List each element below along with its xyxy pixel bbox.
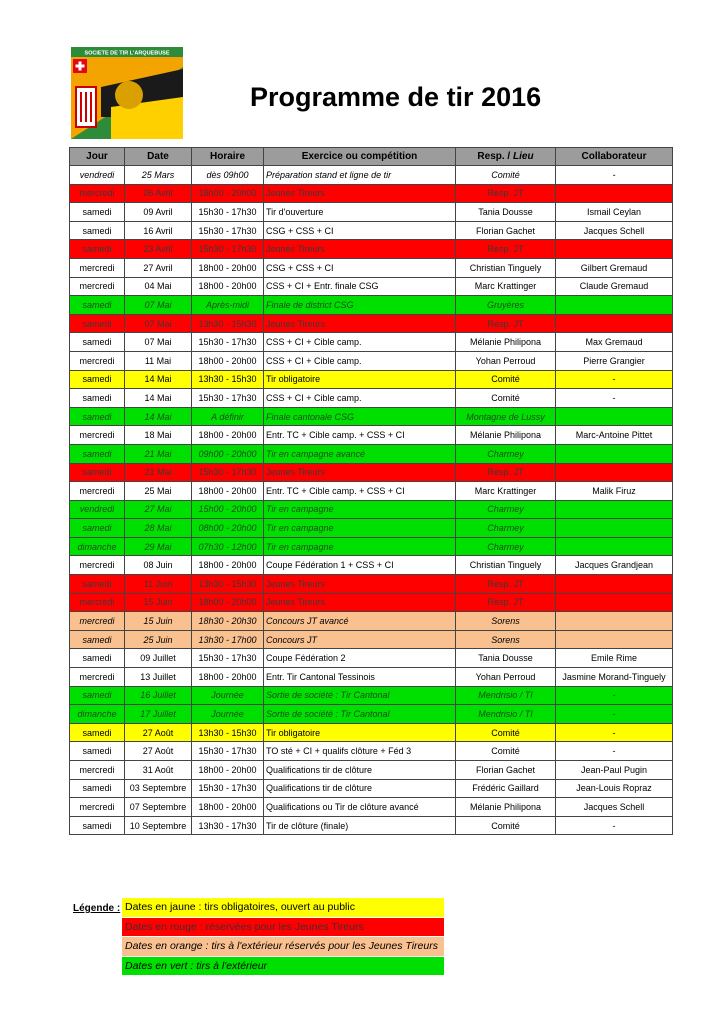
cell-exercice: Concours JT [264, 630, 456, 649]
cell-collaborateur: Jasmine Morand-Tinguely [556, 668, 673, 687]
cell-date: 18 Mai [125, 426, 192, 445]
cell-jour: samedi [70, 686, 125, 705]
table-row [70, 389, 673, 408]
cell-resp-lieu: Comité [456, 166, 556, 185]
table-row [70, 482, 673, 501]
legend-item [122, 956, 445, 976]
table-row [70, 686, 673, 705]
cell-jour: samedi [70, 221, 125, 240]
cell-resp-lieu: Comité [456, 389, 556, 408]
table-row [70, 798, 673, 817]
cell-horaire: 13h30 - 17h00 [192, 630, 264, 649]
cell-date: 07 Septembre [125, 798, 192, 817]
cell-exercice: Concours JT avancé [264, 612, 456, 631]
cell-date: 11 Mai [125, 351, 192, 370]
cell-horaire: 18h00 - 20h00 [192, 277, 264, 296]
cell-horaire: 13h30 - 15h30 [192, 370, 264, 389]
cell-jour: samedi [70, 296, 125, 315]
cell-collaborateur: - [556, 705, 673, 724]
cell-horaire: 15h30 - 17h30 [192, 240, 264, 259]
cell-date: 15 Juin [125, 593, 192, 612]
cell-date: 06 Avril [125, 184, 192, 203]
cell-collaborateur: - [556, 686, 673, 705]
table-row [70, 370, 673, 389]
cell-horaire: 18h00 - 20h00 [192, 482, 264, 501]
table-row [70, 258, 673, 277]
table-row [70, 668, 673, 687]
cell-resp-lieu: Resp. JT [456, 314, 556, 333]
cell-horaire: 15h30 - 17h30 [192, 221, 264, 240]
cell-resp-lieu: Charmey [456, 519, 556, 538]
cell-resp-lieu: Resp. JT [456, 593, 556, 612]
cell-collaborateur [556, 184, 673, 203]
cell-resp-lieu: Marc Krattinger [456, 482, 556, 501]
cell-exercice: Entr. TC + Cible camp. + CSS + CI [264, 482, 456, 501]
cell-date: 08 Juin [125, 556, 192, 575]
cell-horaire: 15h30 - 17h30 [192, 463, 264, 482]
cell-resp-lieu: Mélanie Philipona [456, 333, 556, 352]
table-row [70, 426, 673, 445]
table-row [70, 779, 673, 798]
cell-date: 14 Mai [125, 407, 192, 426]
col-resp-lieu [456, 148, 556, 166]
cell-resp-lieu: Marc Krattinger [456, 277, 556, 296]
cell-collaborateur [556, 519, 673, 538]
cell-collaborateur: Ismail Ceylan [556, 203, 673, 222]
col-horaire: Horaire [192, 148, 264, 166]
cell-exercice: Finale cantonale CSG [264, 407, 456, 426]
cell-horaire: 13h30 - 15h30 [192, 575, 264, 594]
cell-resp-lieu: Sorens [456, 630, 556, 649]
cell-collaborateur: - [556, 723, 673, 742]
table-row [70, 723, 673, 742]
cell-exercice: Entr. TC + Cible camp. + CSS + CI [264, 426, 456, 445]
cell-date: 28 Mai [125, 519, 192, 538]
cell-exercice: Jeunes Tireurs [264, 593, 456, 612]
cell-jour: mercredi [70, 184, 125, 203]
legend-label: Légende : [73, 903, 121, 914]
cell-horaire: Journée [192, 686, 264, 705]
cell-jour: samedi [70, 816, 125, 835]
legend-text: Dates en rouge : réservées pour les Jeunes Tireurs [122, 917, 445, 937]
cell-resp-lieu: Yohan Perroud [456, 351, 556, 370]
cell-date: 13 Juillet [125, 668, 192, 687]
club-logo [71, 47, 183, 139]
cell-exercice: Tir obligatoire [264, 370, 456, 389]
table-row [70, 407, 673, 426]
cell-date: 07 Mai [125, 333, 192, 352]
cell-collaborateur: Jacques Schell [556, 221, 673, 240]
cell-resp-lieu: Tania Dousse [456, 649, 556, 668]
cell-horaire: 18h00 - 20h00 [192, 184, 264, 203]
cell-exercice: CSS + CI + Cible camp. [264, 351, 456, 370]
cell-jour: mercredi [70, 277, 125, 296]
col-date: Date [125, 148, 192, 166]
cell-resp-lieu: Tania Dousse [456, 203, 556, 222]
cell-resp-lieu: Frédéric Gaillard [456, 779, 556, 798]
cell-collaborateur: Jean-Paul Pugin [556, 761, 673, 780]
table-row [70, 519, 673, 538]
cell-resp-lieu: Charmey [456, 500, 556, 519]
cell-date: 25 Mai [125, 482, 192, 501]
cell-jour: samedi [70, 240, 125, 259]
cell-jour: samedi [70, 723, 125, 742]
cell-collaborateur: Malik Firuz [556, 482, 673, 501]
cell-resp-lieu: Comité [456, 742, 556, 761]
cell-resp-lieu: Mélanie Philipona [456, 798, 556, 817]
cell-collaborateur [556, 500, 673, 519]
cell-collaborateur: Claude Gremaud [556, 277, 673, 296]
cell-collaborateur: Marc-Antoine Pittet [556, 426, 673, 445]
cell-horaire: 15h30 - 17h30 [192, 779, 264, 798]
col-collaborateur: Collaborateur [556, 148, 673, 166]
cell-date: 21 Mai [125, 444, 192, 463]
cell-horaire: 15h30 - 17h30 [192, 742, 264, 761]
cell-collaborateur [556, 444, 673, 463]
cell-jour: samedi [70, 389, 125, 408]
cell-exercice: Sortie de société : Tir Cantonal [264, 705, 456, 724]
cell-date: 25 Mars [125, 166, 192, 185]
table-row [70, 166, 673, 185]
cell-date: 27 Mai [125, 500, 192, 519]
cell-jour: mercredi [70, 798, 125, 817]
cell-resp-lieu: Resp. JT [456, 463, 556, 482]
cell-horaire: 18h00 - 20h00 [192, 556, 264, 575]
table-row [70, 296, 673, 315]
cell-horaire: Après-midi [192, 296, 264, 315]
cell-horaire: 15h30 - 17h30 [192, 203, 264, 222]
cell-jour: mercredi [70, 761, 125, 780]
cell-collaborateur [556, 575, 673, 594]
table-row [70, 630, 673, 649]
cell-date: 07 Mai [125, 296, 192, 315]
table-row [70, 463, 673, 482]
cell-jour: samedi [70, 444, 125, 463]
cell-collaborateur: Jacques Grandjean [556, 556, 673, 575]
cell-horaire: 13h30 - 17h30 [192, 816, 264, 835]
cell-exercice: Jeunes Tireurs [264, 240, 456, 259]
cell-date: 23 Avril [125, 240, 192, 259]
cell-collaborateur: Jacques Schell [556, 798, 673, 817]
cell-jour: mercredi [70, 351, 125, 370]
cell-exercice: Jeunes Tireurs [264, 314, 456, 333]
cell-horaire: 18h00 - 20h00 [192, 798, 264, 817]
cell-date: 07 Mai [125, 314, 192, 333]
cell-jour: samedi [70, 742, 125, 761]
cell-exercice: Tir en campagne [264, 500, 456, 519]
cell-collaborateur: Jean-Louis Ropraz [556, 779, 673, 798]
cell-resp-lieu: Christian Tinguely [456, 556, 556, 575]
cell-collaborateur: Emile Rime [556, 649, 673, 668]
cell-resp-lieu: Charmey [456, 444, 556, 463]
cell-date: 27 Avril [125, 258, 192, 277]
cell-collaborateur [556, 630, 673, 649]
cell-exercice: Coupe Fédération 1 + CSS + CI [264, 556, 456, 575]
legend-item [122, 917, 445, 937]
table-row [70, 612, 673, 631]
cell-exercice: TO sté + CI + qualifs clôture + Féd 3 [264, 742, 456, 761]
cell-exercice: Tir de clôture (finale) [264, 816, 456, 835]
cell-resp-lieu: Mendrisio / TI [456, 705, 556, 724]
cell-exercice: Jeunes Tireurs [264, 463, 456, 482]
logo-text: SOCIETE DE TIR L'ARQUEBUSE [84, 50, 170, 57]
cell-horaire: 18h00 - 20h00 [192, 426, 264, 445]
cell-date: 27 Août [125, 742, 192, 761]
cell-collaborateur [556, 593, 673, 612]
cell-date: 21 Mai [125, 463, 192, 482]
cell-jour: mercredi [70, 258, 125, 277]
legend-text: Dates en vert : tirs à l'extérieur [122, 956, 445, 976]
cell-exercice: Coupe Fédération 2 [264, 649, 456, 668]
cell-horaire: 13h30 - 15h30 [192, 723, 264, 742]
cell-date: 15 Juin [125, 612, 192, 631]
cell-collaborateur [556, 612, 673, 631]
table-row [70, 203, 673, 222]
table-row [70, 556, 673, 575]
col-jour: Jour [70, 148, 125, 166]
cell-date: 10 Septembre [125, 816, 192, 835]
cell-jour: dimanche [70, 537, 125, 556]
cell-jour: samedi [70, 333, 125, 352]
cell-horaire: 18h30 - 20h30 [192, 612, 264, 631]
cell-exercice: Tir obligatoire [264, 723, 456, 742]
cell-horaire: 18h00 - 20h00 [192, 761, 264, 780]
cell-exercice: Tir en campagne avancé [264, 444, 456, 463]
cell-exercice: CSG + CSS + CI [264, 221, 456, 240]
cell-jour: samedi [70, 370, 125, 389]
cell-exercice: Qualifications tir de clôture [264, 779, 456, 798]
cell-exercice: Préparation stand et ligne de tir [264, 166, 456, 185]
cell-jour: dimanche [70, 705, 125, 724]
cell-collaborateur: Pierre Grangier [556, 351, 673, 370]
cell-resp-lieu: Sorens [456, 612, 556, 631]
cell-exercice: Sortie de société : Tir Cantonal [264, 686, 456, 705]
table-row [70, 705, 673, 724]
table-row [70, 575, 673, 594]
cell-date: 29 Mai [125, 537, 192, 556]
page-title: Programme de tir 2016 [250, 82, 542, 112]
cell-date: 31 Août [125, 761, 192, 780]
legend-item [122, 898, 445, 918]
cell-exercice: Qualifications ou Tir de clôture avancé [264, 798, 456, 817]
cell-resp-lieu: Montagne de Lussy [456, 407, 556, 426]
cell-resp-lieu: Comité [456, 723, 556, 742]
cell-collaborateur [556, 463, 673, 482]
cell-horaire: 15h30 - 17h30 [192, 333, 264, 352]
cell-resp-lieu: Yohan Perroud [456, 668, 556, 687]
cell-exercice: CSS + CI + Entr. finale CSG [264, 277, 456, 296]
cell-horaire: 15h00 - 20h00 [192, 500, 264, 519]
table-row [70, 742, 673, 761]
table-row [70, 277, 673, 296]
cell-jour: samedi [70, 649, 125, 668]
cell-resp-lieu: Comité [456, 370, 556, 389]
cell-horaire: 08h00 - 20h00 [192, 519, 264, 538]
cell-jour: samedi [70, 463, 125, 482]
cell-jour: mercredi [70, 556, 125, 575]
cell-exercice: Finale de district CSG [264, 296, 456, 315]
cell-date: 17 Juillet [125, 705, 192, 724]
cell-jour: samedi [70, 203, 125, 222]
cell-resp-lieu: Florian Gachet [456, 221, 556, 240]
cell-collaborateur [556, 537, 673, 556]
cell-horaire: 18h00 - 20h00 [192, 258, 264, 277]
cell-exercice: CSG + CSS + CI [264, 258, 456, 277]
table-row [70, 351, 673, 370]
cell-date: 09 Avril [125, 203, 192, 222]
cell-collaborateur: Gilbert Gremaud [556, 258, 673, 277]
legend-item [122, 937, 445, 957]
cell-jour: samedi [70, 407, 125, 426]
table-row [70, 593, 673, 612]
cell-date: 14 Mai [125, 389, 192, 408]
table-row [70, 649, 673, 668]
legend [121, 897, 445, 976]
cell-exercice: Tir en campagne [264, 519, 456, 538]
cell-jour: vendredi [70, 500, 125, 519]
cell-collaborateur [556, 314, 673, 333]
table-row [70, 500, 673, 519]
col-lieu: Lieu [513, 151, 534, 162]
table-row [70, 444, 673, 463]
cell-date: 14 Mai [125, 370, 192, 389]
cell-jour: mercredi [70, 482, 125, 501]
cell-date: 04 Mai [125, 277, 192, 296]
table-row [70, 816, 673, 835]
cell-date: 09 Juillet [125, 649, 192, 668]
cell-horaire: 07h30 - 12h00 [192, 537, 264, 556]
cell-resp-lieu: Mélanie Philipona [456, 426, 556, 445]
cell-jour: samedi [70, 519, 125, 538]
cell-horaire: A définir [192, 407, 264, 426]
cell-collaborateur: - [556, 816, 673, 835]
cell-date: 16 Avril [125, 221, 192, 240]
col-exercice: Exercice ou compétition [264, 148, 456, 166]
table-header [70, 148, 673, 166]
cell-resp-lieu: Gruyères [456, 296, 556, 315]
cell-collaborateur [556, 296, 673, 315]
cell-date: 11 Juin [125, 575, 192, 594]
col-resp: Resp. / [477, 151, 513, 162]
cell-resp-lieu: Resp. JT [456, 240, 556, 259]
cell-exercice: CSS + CI + Cible camp. [264, 333, 456, 352]
table-row [70, 333, 673, 352]
table-row [70, 184, 673, 203]
cell-jour: samedi [70, 575, 125, 594]
cell-jour: samedi [70, 630, 125, 649]
cell-jour: mercredi [70, 612, 125, 631]
cell-resp-lieu: Florian Gachet [456, 761, 556, 780]
cell-exercice: Tir en campagne [264, 537, 456, 556]
cell-horaire: 09h00 - 20h00 [192, 444, 264, 463]
cell-horaire: 18h00 - 20h00 [192, 668, 264, 687]
cell-date: 27 Août [125, 723, 192, 742]
cell-date: 16 Juillet [125, 686, 192, 705]
cell-horaire: 15h30 - 17h30 [192, 649, 264, 668]
cell-horaire: Journée [192, 705, 264, 724]
cell-collaborateur: - [556, 742, 673, 761]
cell-jour: mercredi [70, 668, 125, 687]
cell-collaborateur [556, 240, 673, 259]
table-row [70, 314, 673, 333]
cell-collaborateur: - [556, 370, 673, 389]
cell-jour: mercredi [70, 593, 125, 612]
cell-date: 25 Juin [125, 630, 192, 649]
cell-date: 03 Septembre [125, 779, 192, 798]
cell-jour: mercredi [70, 426, 125, 445]
schedule-table [69, 147, 673, 835]
cell-horaire: 18h00 - 20h00 [192, 593, 264, 612]
cell-exercice: Jeunes Tireurs [264, 575, 456, 594]
cell-horaire: 18h00 - 20h00 [192, 351, 264, 370]
cell-jour: vendredi [70, 166, 125, 185]
cell-resp-lieu: Charmey [456, 537, 556, 556]
cell-exercice: Qualifications tir de clôture [264, 761, 456, 780]
table-row [70, 537, 673, 556]
table-row [70, 221, 673, 240]
table-row [70, 761, 673, 780]
cell-exercice: Tir d'ouverture [264, 203, 456, 222]
cell-exercice: CSS + CI + Cible camp. [264, 389, 456, 408]
cell-resp-lieu: Comité [456, 816, 556, 835]
cell-horaire: 15h30 - 17h30 [192, 389, 264, 408]
cell-resp-lieu: Christian Tinguely [456, 258, 556, 277]
cell-collaborateur: Max Gremaud [556, 333, 673, 352]
table-row [70, 240, 673, 259]
cell-resp-lieu: Mendrisio / TI [456, 686, 556, 705]
cell-jour: samedi [70, 779, 125, 798]
cell-jour: samedi [70, 314, 125, 333]
cell-resp-lieu: Resp. JT [456, 575, 556, 594]
cell-collaborateur: - [556, 166, 673, 185]
legend-text: Dates en orange : tirs à l'extérieur réservés pour les Jeunes Tireurs [122, 937, 445, 957]
cell-collaborateur [556, 407, 673, 426]
cell-horaire: 13h30 - 15h30 [192, 314, 264, 333]
cell-exercice: Entr. Tir Cantonal Tessinois [264, 668, 456, 687]
cell-resp-lieu: Resp. JT [456, 184, 556, 203]
cell-horaire: dès 09h00 [192, 166, 264, 185]
cell-exercice: Jeunes Tireurs [264, 184, 456, 203]
legend-text: Dates en jaune : tirs obligatoires, ouvert au public [122, 898, 445, 918]
cell-collaborateur: - [556, 389, 673, 408]
